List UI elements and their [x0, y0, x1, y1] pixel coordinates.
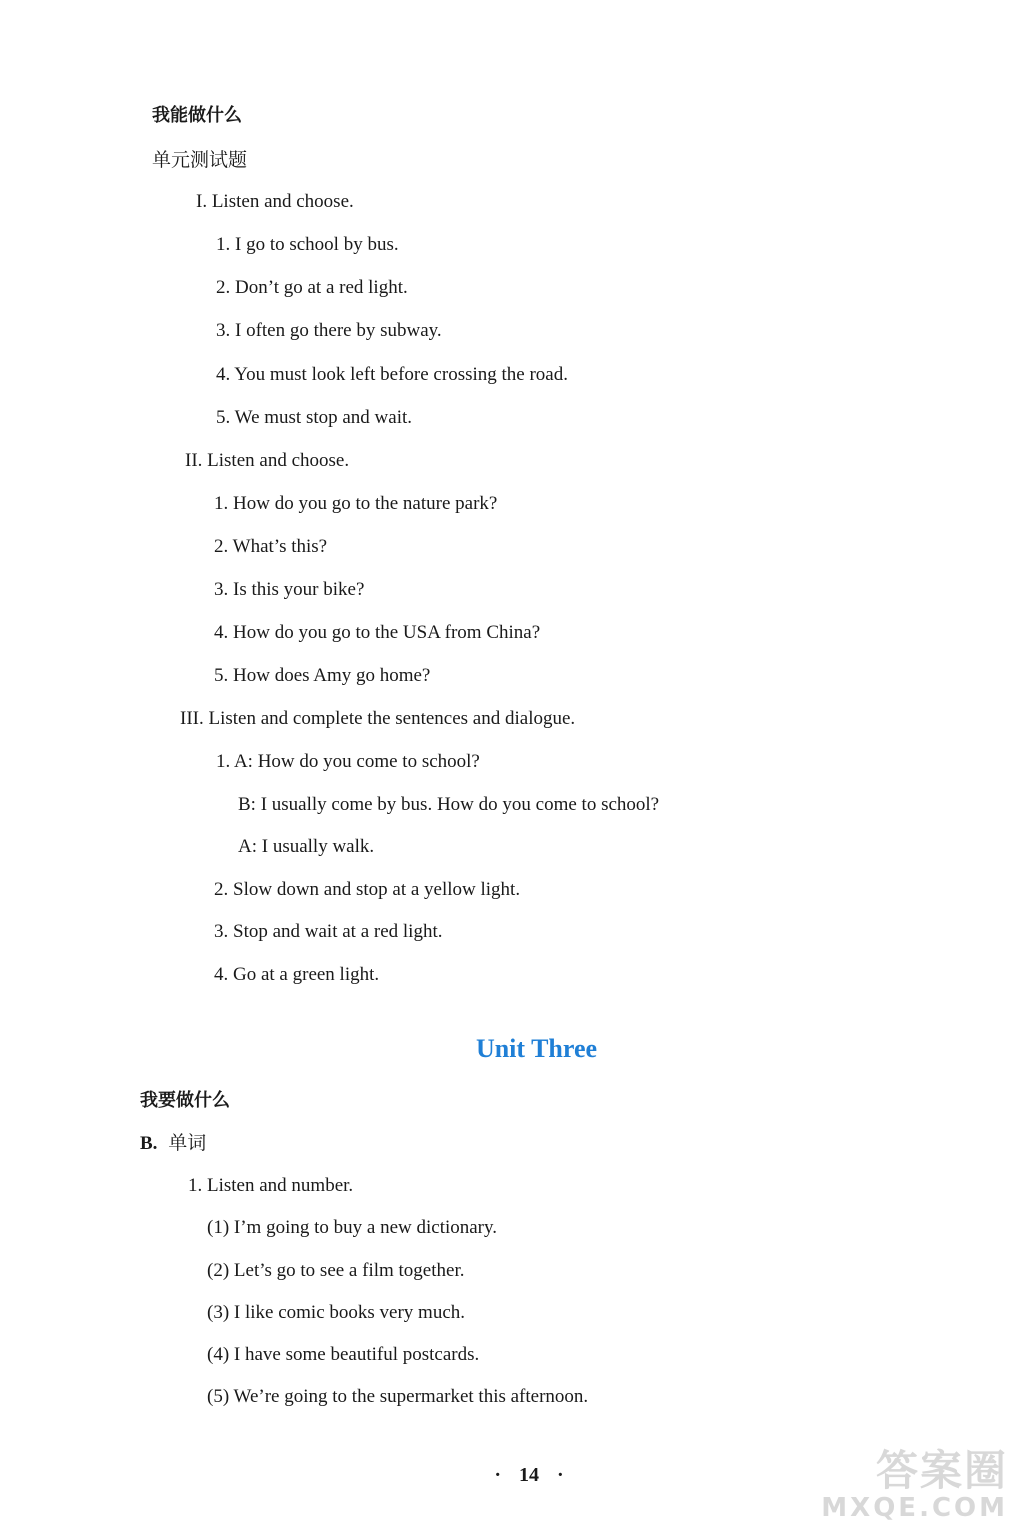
exercise-title: 1. Listen and number.	[188, 1175, 354, 1196]
part3-item: 4. Go at a green light.	[214, 964, 380, 985]
page-number-value: 14	[519, 1464, 539, 1486]
part2-item: 4. How do you go to the USA from China?	[214, 622, 541, 643]
watermark-bottom-text: MXQE.COM	[821, 1493, 1008, 1523]
part2-item: 1. How do you go to the nature park?	[214, 493, 498, 514]
part2-item: 3. Is this your bike?	[214, 579, 365, 600]
part1-item: 4. You must look left before crossing the road.	[216, 364, 568, 385]
part1-title: I. Listen and choose.	[196, 191, 354, 212]
exercise-item: (5) We’re going to the supermarket this afternoon.	[207, 1386, 589, 1407]
part3-title: III. Listen and complete the sentences and dialogue.	[180, 708, 576, 729]
part1-item: 2. Don’t go at a red light.	[216, 277, 408, 298]
test-heading: 单元测试题	[152, 149, 248, 171]
page-dot-right: ·	[557, 1464, 564, 1486]
sub-heading	[140, 1131, 206, 1156]
part3-item: A: I usually walk.	[238, 836, 375, 857]
part1-item: 1. I go to school by bus.	[216, 234, 399, 255]
part3-item: 1. A: How do you come to school?	[216, 751, 480, 772]
unit-title: Unit Three	[475, 1034, 598, 1063]
part1-item: 3. I often go there by subway.	[216, 320, 442, 341]
sub-heading-text: 单词	[168, 1132, 207, 1154]
exercise-item: (3) I like comic books very much.	[207, 1302, 466, 1323]
part2-title: II. Listen and choose.	[185, 450, 350, 471]
page-dot-left: ·	[494, 1464, 501, 1486]
watermark-logo	[818, 1448, 1008, 1528]
section-heading: 我能做什么	[152, 105, 242, 126]
part3-item: 2. Slow down and stop at a yellow light.	[214, 879, 521, 900]
exercise-item: (2) Let’s go to see a film together.	[207, 1260, 465, 1281]
unit-heading: 我要做什么	[140, 1090, 230, 1111]
part3-item: B: I usually come by bus. How do you come to school?	[238, 794, 660, 815]
part2-item: 5. How does Amy go home?	[214, 665, 431, 686]
part3-item: 3. Stop and wait at a red light.	[214, 921, 443, 942]
part2-item: 2. What’s this?	[214, 536, 328, 557]
exercise-item: (4) I have some beautiful postcards.	[207, 1344, 480, 1365]
part1-item: 5. We must stop and wait.	[216, 407, 413, 428]
watermark-top-text: 答案圈	[875, 1446, 1008, 1495]
exercise-item: (1) I’m going to buy a new dictionary.	[207, 1217, 498, 1238]
sub-heading-label: B.	[140, 1133, 158, 1154]
